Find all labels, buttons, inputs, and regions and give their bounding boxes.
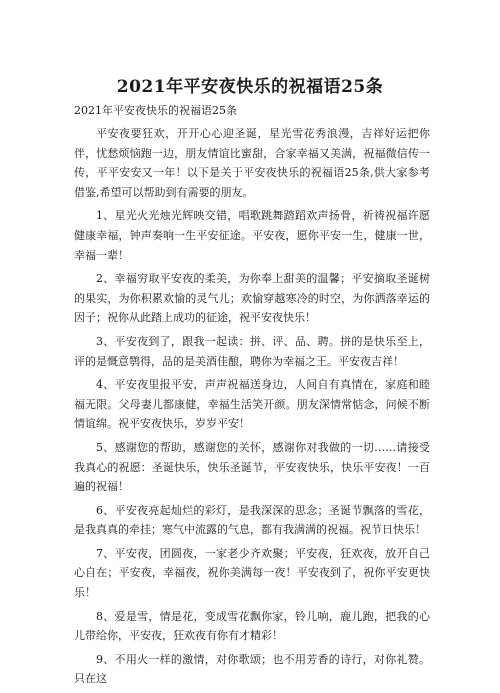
page-title: 2021年平安夜快乐的祝福语25条 xyxy=(116,77,384,97)
article-body xyxy=(74,124,430,693)
blessing-paragraph-6: 6、平安夜亮起灿烂的彩灯，是我深深的思念；圣诞节飘落的雪花，是我真真的牵挂；寒气中流露的气息，都有我满满的祝福。祝节日快乐！ xyxy=(74,503,430,537)
blessing-paragraph-7: 7、平安夜，团圆夜，一家老少齐欢聚；平安夜，狂欢夜，放开自己心自在；平安夜，幸福夜，祝你美满每一夜！平安夜到了，祝你平安更快乐！ xyxy=(74,546,430,600)
article-subtitle: 2021年平安夜快乐的祝福语25条 xyxy=(74,104,237,117)
blessing-paragraph-1: 1、星光火光烛光辉映交错，唱歌跳舞踏蹈欢声扬骨，祈祷祝福许愿健康幸福，钟声奏响一生平安征途。平安夜，愿你平安一生，健康一世，幸福一辈！ xyxy=(74,209,430,262)
blessing-paragraph-3: 3、平安夜到了，跟我一起读：拼、评、品、聘。拼的是快乐至上，评的是慨意鹗得，品的是美酒佳酿，聘你为幸福之王。平安夜吉祥！ xyxy=(74,334,430,368)
blessing-paragraph-5: 5、感谢您的帮助，感谢您的关怀，感谢你对我做的一切……请接受我真心的祝愿：圣诞快乐，快乐圣诞节，平安夜快乐，快乐平安夜！一百遍的祝福！ xyxy=(74,440,430,494)
blessing-paragraph-2: 2、幸福穷取平安夜的柔美，为你奉上甜美的温馨；平安摘取圣诞树的果实，为你积累欢愉的灵气儿；欢愉穿越寒冷的时空，为你洒落幸运的因子；祝你从此踏上成功的征途，祝平安夜快乐！ xyxy=(74,272,430,325)
blessing-paragraph-9: 9、不用火一样的激情，对你歌颂；也不用芳香的诗行，对你礼赞。只在这 xyxy=(74,652,430,686)
intro-paragraph: 平安夜要狂欢，开开心心迎圣诞，星光雪花秀浪漫，吉祥好运把你伴，忧愁烦恼跑一边，朋友情谊比蜜甜，合家幸福又美满，祝福微信传一传，平平安安又一年！以下是关于平安夜快乐的祝福语25条,供大家参考借鉴,希望可以帮助到有需要的朋友。 xyxy=(74,127,430,199)
blessing-paragraph-4: 4、平安夜里报平安，声声祝福送身边，人间自有真情在，家庭和睦福无限。父母妻儿都康健，幸福生活笑开颜。朋友深情常惦念，问候不断情谊绵。祝平安夜快乐，岁岁平安！ xyxy=(74,378,430,431)
blessing-paragraph-8: 8、爱是雪，情是花，变成雪花飘你家，铃儿响，鹿儿跑，把我的心儿带给你，平安夜，狂欢夜有你有才精彩！ xyxy=(74,609,430,643)
